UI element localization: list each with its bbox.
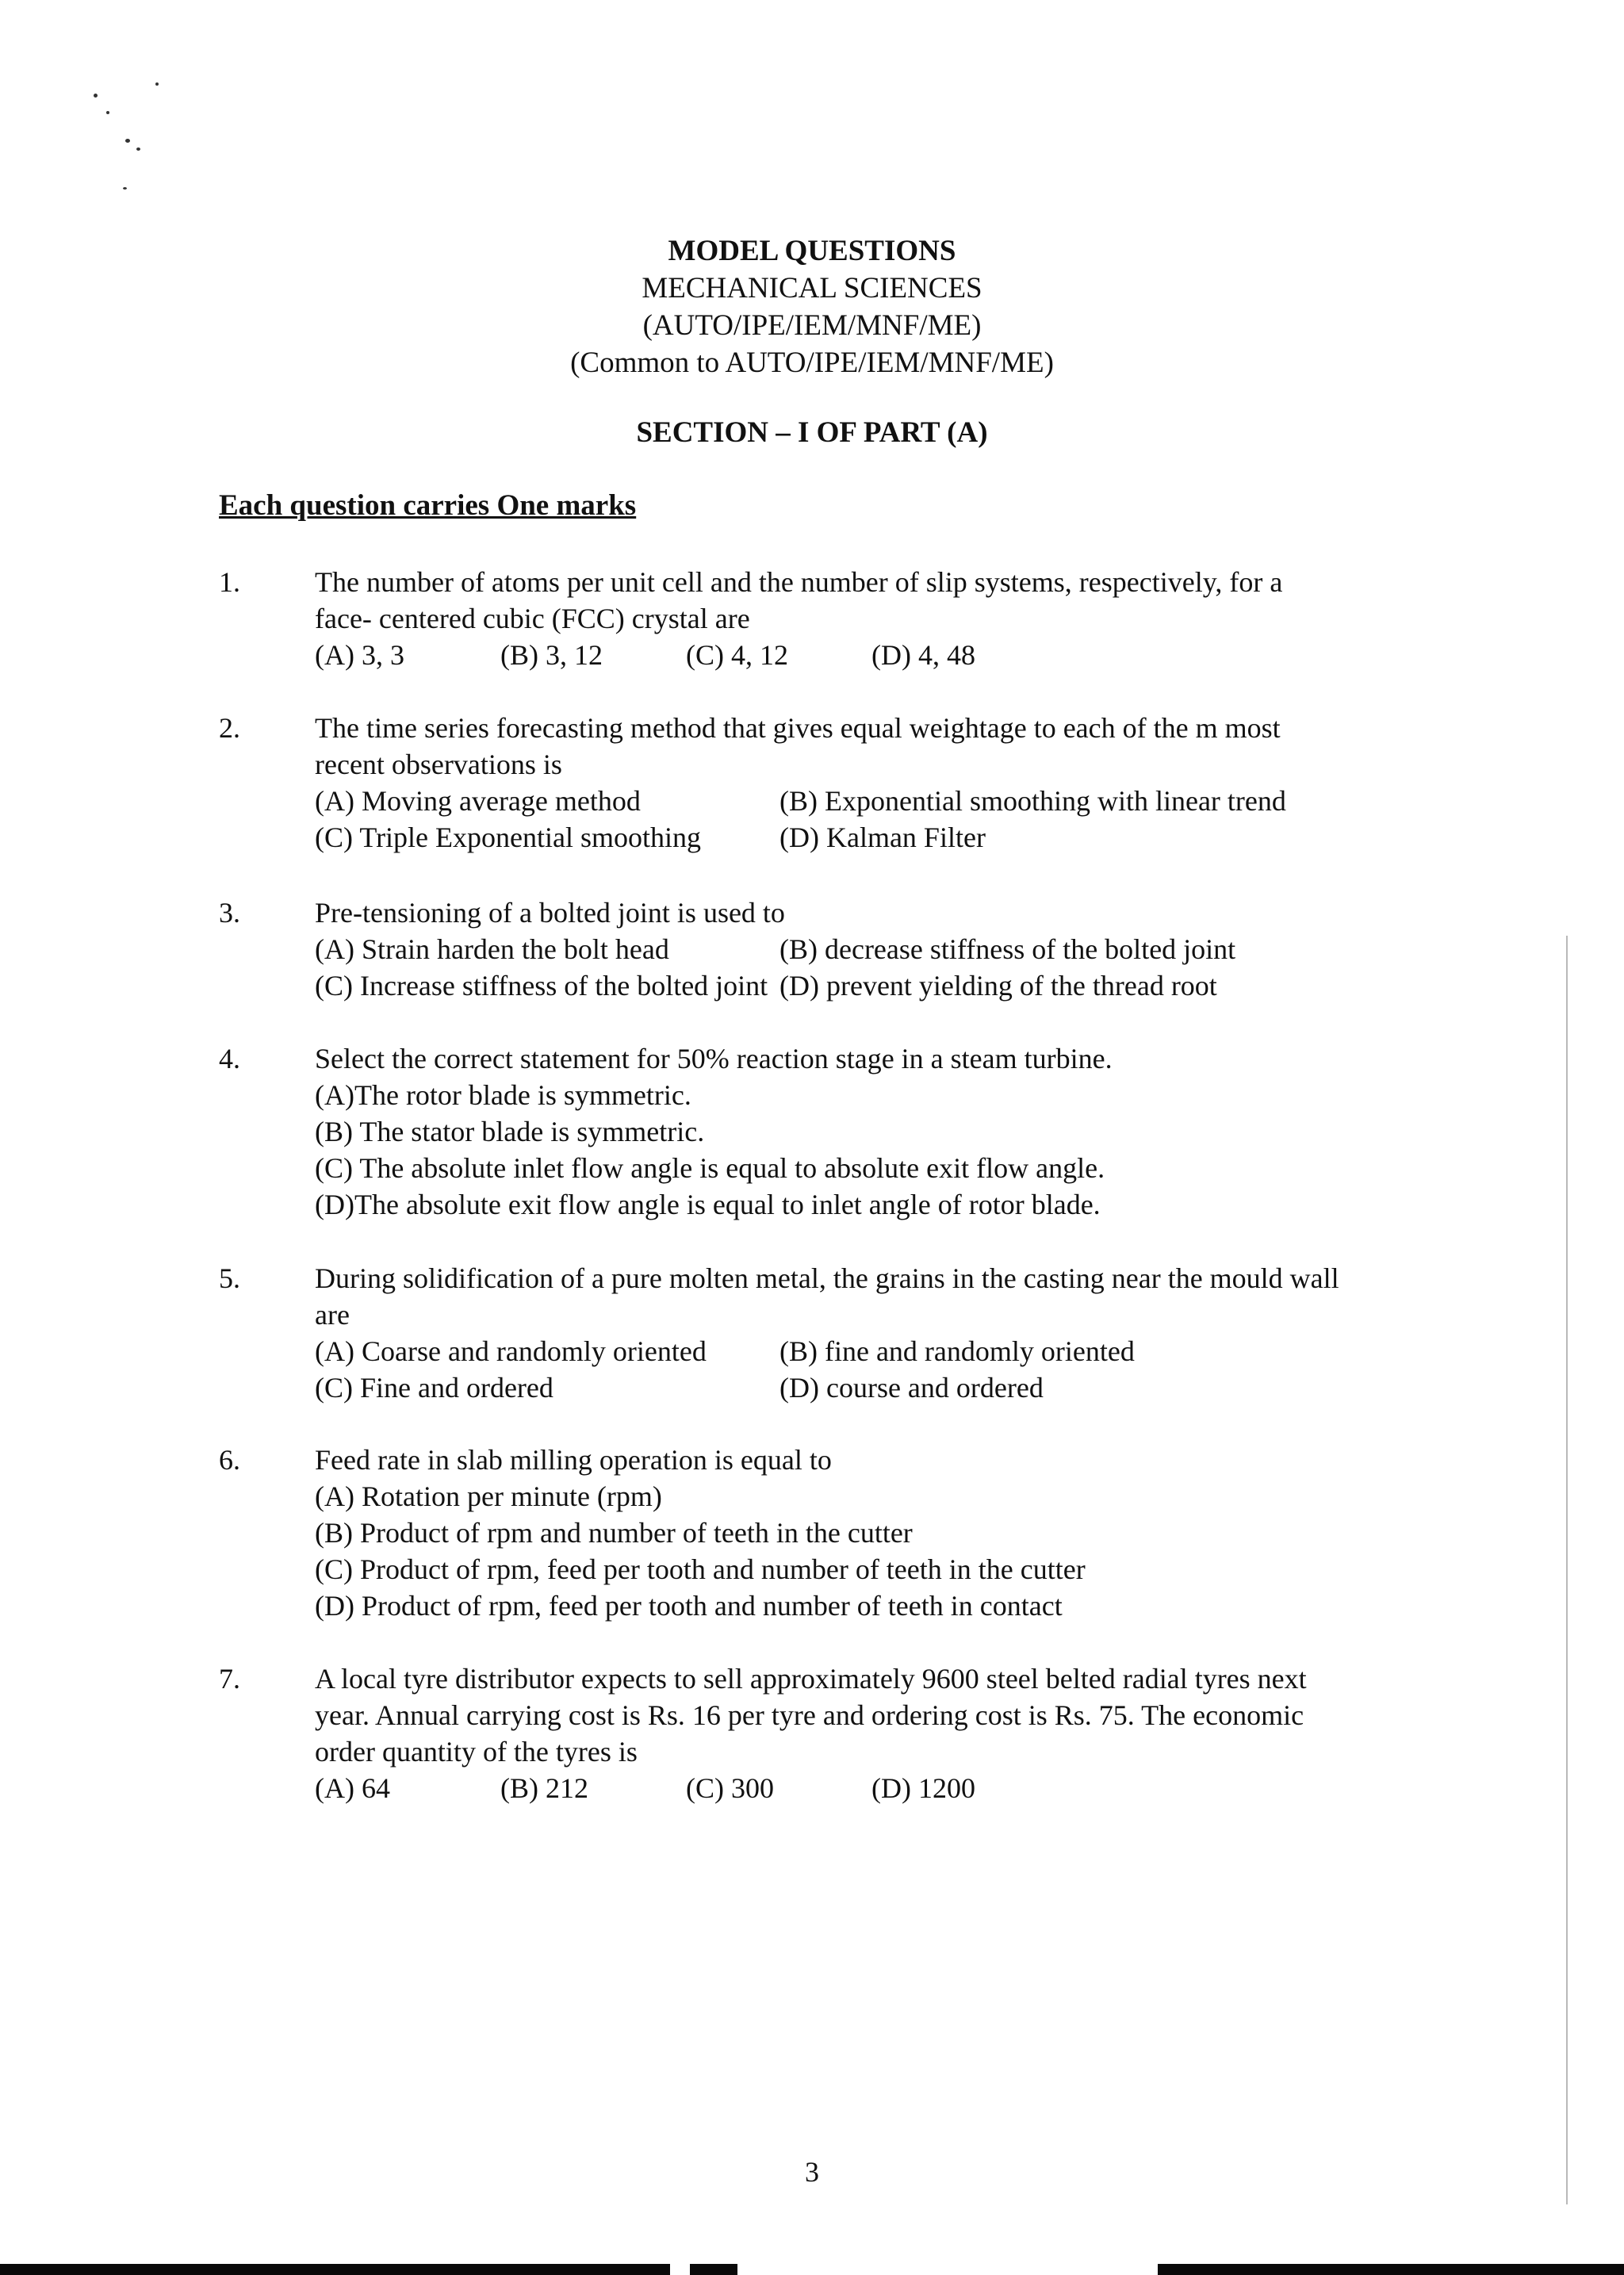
question-number: 6. [219, 1444, 240, 1476]
scan-bottom-bar [690, 2264, 737, 2275]
question-text: Feed rate in slab milling operation is equal to [315, 1444, 832, 1476]
option-d: (D) 4, 48 [871, 639, 975, 671]
question-body [315, 1442, 1346, 1624]
option-b: (B) fine and randomly oriented [779, 1335, 1135, 1367]
option-d: (D) 1200 [871, 1772, 975, 1804]
question-text: The number of atoms per unit cell and the number of slip systems, respectively, for a face- centered cubic (FCC) crystal are [315, 566, 1283, 634]
question-body [315, 1260, 1346, 1406]
exam-header [0, 232, 1624, 381]
scan-speckle [123, 187, 127, 190]
option-d: (D) Kalman Filter [779, 822, 986, 853]
option-d: (D) prevent yielding of the thread root [779, 970, 1217, 1002]
scan-speckle [136, 147, 140, 151]
options-row [315, 1333, 1346, 1369]
scan-speckle [155, 82, 159, 86]
question-text: The time series forecasting method that gives equal weightage to each of the m most recent observations is [315, 712, 1281, 780]
question-number: 5. [219, 1262, 240, 1294]
scan-speckle [94, 94, 98, 98]
option-a: (A) Coarse and randomly oriented [315, 1335, 707, 1367]
option-c: (C) 300 [686, 1772, 774, 1804]
question-body [315, 894, 1346, 1004]
page-number: 3 [805, 2156, 819, 2188]
question-text: Select the correct statement for 50% reaction stage in a steam turbine. [315, 1043, 1113, 1074]
question-body [315, 1660, 1346, 1806]
header-branches: (AUTO/IPE/IEM/MNF/ME) [642, 309, 982, 342]
option-a: (A) Strain harden the bolt head [315, 933, 669, 965]
scan-speckle [125, 139, 130, 143]
question-body [315, 1040, 1346, 1223]
options-row [315, 1770, 1346, 1806]
question-text: During solidification of a pure molten metal, the grains in the casting near the mould wall are [315, 1262, 1339, 1331]
option-c: (C) Triple Exponential smoothing [315, 822, 702, 853]
header-common-to: (Common to AUTO/IPE/IEM/MNF/ME) [570, 347, 1054, 379]
question-body [315, 710, 1346, 856]
option-c: (C) Increase stiffness of the bolted joint [315, 970, 768, 1002]
question-number: 1. [219, 566, 240, 598]
option-a: (A) Moving average method [315, 785, 641, 817]
option-d: (D)The absolute exit flow angle is equal to inlet angle of rotor blade. [315, 1189, 1101, 1220]
question-text: Pre-tensioning of a bolted joint is used to [315, 897, 785, 929]
section-title: SECTION – I OF PART (A) [636, 416, 988, 449]
marks-instruction: Each question carries One marks [219, 489, 637, 522]
option-c: (C) Fine and ordered [315, 1372, 553, 1404]
scan-bottom-bar [1158, 2264, 1624, 2275]
header-title: MODEL QUESTIONS [668, 235, 956, 267]
question-number: 4. [219, 1043, 240, 1074]
options-row [315, 931, 1346, 967]
option-a: (A)The rotor blade is symmetric. [315, 1079, 691, 1111]
options-row [315, 637, 1346, 673]
header-subject: MECHANICAL SCIENCES [642, 272, 982, 304]
question-body [315, 564, 1346, 673]
option-c: (C) The absolute inlet flow angle is equal to absolute exit flow angle. [315, 1152, 1105, 1184]
option-b: (B) The stator blade is symmetric. [315, 1116, 705, 1147]
option-b: (B) decrease stiffness of the bolted joint [779, 933, 1236, 965]
option-a: (A) 3, 3 [315, 639, 404, 671]
question-text: A local tyre distributor expects to sell approximately 9600 steel belted radial tyres next year. Annual carrying cost is Rs. 16 per tyre and ordering cost is Rs. 75. The economic order quantity of the tyres is [315, 1663, 1307, 1768]
question-number: 7. [219, 1663, 240, 1695]
option-b: (B) Exponential smoothing with linear trend [779, 785, 1286, 817]
scan-speckle [106, 111, 109, 114]
question-number: 3. [219, 897, 240, 929]
scan-bottom-bar [0, 2264, 670, 2275]
options-row [315, 967, 1346, 1004]
scan-edge-line [1566, 936, 1568, 2204]
option-a: (A) Rotation per minute (rpm) [315, 1480, 662, 1512]
options-row [315, 1369, 1346, 1406]
options-row [315, 819, 1346, 856]
option-b: (B) Product of rpm and number of teeth in the cutter [315, 1517, 913, 1549]
option-a: (A) 64 [315, 1772, 390, 1804]
option-d: (D) Product of rpm, feed per tooth and number of teeth in contact [315, 1590, 1063, 1622]
options-row [315, 783, 1346, 819]
option-c: (C) 4, 12 [686, 639, 788, 671]
option-c: (C) Product of rpm, feed per tooth and number of teeth in the cutter [315, 1553, 1086, 1585]
option-b: (B) 212 [500, 1772, 588, 1804]
option-b: (B) 3, 12 [500, 639, 603, 671]
option-d: (D) course and ordered [779, 1372, 1044, 1404]
question-number: 2. [219, 712, 240, 744]
